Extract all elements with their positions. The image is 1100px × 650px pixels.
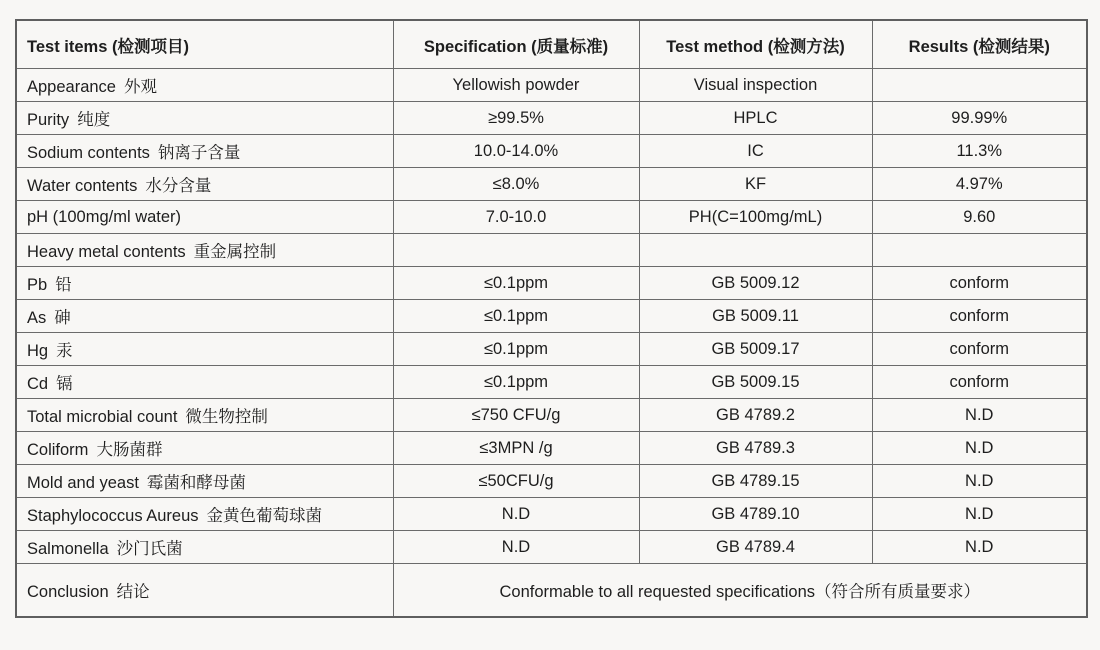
test-item-en: Cd xyxy=(27,375,49,393)
test-method-cell: GB 4789.10 xyxy=(639,498,872,531)
conclusion-label-en: Conclusion xyxy=(27,583,109,601)
specification-cell: ≤750 CFU/g xyxy=(393,399,639,432)
test-method-cell: GB 5009.12 xyxy=(639,267,872,300)
test-item-cell xyxy=(16,201,393,234)
conclusion-label-zh: 结论 xyxy=(116,583,150,601)
test-results-table xyxy=(15,19,1088,618)
header-test-items: Test items (检测项目) xyxy=(16,20,393,69)
specification-cell: ≤3MPN /g xyxy=(393,432,639,465)
table-row xyxy=(16,69,1087,102)
test-item-zh: 大肠菌群 xyxy=(96,441,163,459)
test-method-cell: GB 5009.11 xyxy=(639,300,872,333)
result-cell xyxy=(872,234,1087,267)
test-item-en: Staphylococcus Aureus xyxy=(27,507,199,525)
table-row xyxy=(16,300,1087,333)
specification-cell: ≤8.0% xyxy=(393,168,639,201)
test-item-cell xyxy=(16,135,393,168)
test-item-zh: 镉 xyxy=(56,375,73,393)
conclusion-row xyxy=(16,564,1087,618)
table-row xyxy=(16,531,1087,564)
header-results: Results (检测结果) xyxy=(872,20,1087,69)
test-item-cell xyxy=(16,102,393,135)
table-row xyxy=(16,135,1087,168)
test-method-cell: GB 5009.17 xyxy=(639,333,872,366)
test-item-zh: 纯度 xyxy=(77,111,111,129)
specification-cell: ≤50CFU/g xyxy=(393,465,639,498)
result-cell: conform xyxy=(872,267,1087,300)
test-item-zh: 钠离子含量 xyxy=(157,144,241,162)
header-specification: Specification (质量标准) xyxy=(393,20,639,69)
table-row xyxy=(16,234,1087,267)
test-item-cell xyxy=(16,366,393,399)
test-item-en: pH (100mg/ml water) xyxy=(27,207,182,226)
test-item-cell xyxy=(16,498,393,531)
test-method-cell: KF xyxy=(639,168,872,201)
test-item-cell xyxy=(16,399,393,432)
test-method-cell: GB 4789.3 xyxy=(639,432,872,465)
table-row xyxy=(16,267,1087,300)
specification-cell: ≤0.1ppm xyxy=(393,366,639,399)
result-cell: N.D xyxy=(872,498,1087,531)
test-item-en: As xyxy=(27,309,47,327)
conclusion-text: Conformable to all requested specifications（符合所有质量要求） xyxy=(393,564,1087,618)
test-item-en: Coliform xyxy=(27,441,89,459)
table-row xyxy=(16,168,1087,201)
test-method-cell: IC xyxy=(639,135,872,168)
specification-cell: ≥99.5% xyxy=(393,102,639,135)
specification-cell: 10.0-14.0% xyxy=(393,135,639,168)
table-row xyxy=(16,366,1087,399)
specification-cell: ≤0.1ppm xyxy=(393,333,639,366)
specification-cell xyxy=(393,234,639,267)
test-item-en: Appearance xyxy=(27,78,116,96)
test-item-cell xyxy=(16,69,393,102)
test-method-cell: GB 4789.2 xyxy=(639,399,872,432)
test-item-zh: 铅 xyxy=(55,276,72,294)
test-item-zh: 重金属控制 xyxy=(193,243,277,261)
result-cell: conform xyxy=(872,300,1087,333)
test-item-zh: 汞 xyxy=(56,342,73,360)
test-item-en: Hg xyxy=(27,342,49,360)
table-row xyxy=(16,465,1087,498)
test-item-en: Water contents xyxy=(27,177,138,195)
test-method-cell: PH(C=100mg/mL) xyxy=(639,201,872,234)
test-item-en: Purity xyxy=(27,111,70,129)
result-cell: conform xyxy=(872,366,1087,399)
test-item-en: Pb xyxy=(27,276,48,294)
test-item-zh: 微生物控制 xyxy=(185,408,268,426)
specification-cell: N.D xyxy=(393,531,639,564)
specification-cell: ≤0.1ppm xyxy=(393,267,639,300)
table-row xyxy=(16,333,1087,366)
test-item-en: Sodium contents xyxy=(27,144,150,162)
test-item-cell xyxy=(16,168,393,201)
test-item-zh: 霉菌和酵母菌 xyxy=(146,474,246,492)
result-cell: 99.99% xyxy=(872,102,1087,135)
specification-cell: Yellowish powder xyxy=(393,69,639,102)
test-item-zh: 水分含量 xyxy=(145,177,212,195)
test-item-cell xyxy=(16,267,393,300)
result-cell: N.D xyxy=(872,465,1087,498)
result-cell: 9.60 xyxy=(872,201,1087,234)
result-cell xyxy=(872,69,1087,102)
specification-cell: N.D xyxy=(393,498,639,531)
test-item-en: Salmonella xyxy=(27,540,109,558)
test-item-zh: 沙门氏菌 xyxy=(116,540,183,558)
test-item-zh: 外观 xyxy=(124,78,157,96)
table-row xyxy=(16,432,1087,465)
result-cell: 4.97% xyxy=(872,168,1087,201)
result-cell: 11.3% xyxy=(872,135,1087,168)
test-method-cell: GB 4789.15 xyxy=(639,465,872,498)
test-item-en: Mold and yeast xyxy=(27,474,139,492)
test-method-cell: HPLC xyxy=(639,102,872,135)
test-item-cell xyxy=(16,234,393,267)
table-header-row xyxy=(16,20,1087,69)
table-row xyxy=(16,201,1087,234)
conclusion-label xyxy=(16,564,393,618)
test-item-en: Total microbial count xyxy=(27,408,178,426)
result-cell: N.D xyxy=(872,432,1087,465)
test-method-cell: GB 4789.4 xyxy=(639,531,872,564)
test-method-cell: Visual inspection xyxy=(639,69,872,102)
test-item-cell xyxy=(16,465,393,498)
result-cell: conform xyxy=(872,333,1087,366)
table-row xyxy=(16,399,1087,432)
result-cell: N.D xyxy=(872,399,1087,432)
test-item-zh: 金黄色葡萄球菌 xyxy=(206,507,323,525)
table-row xyxy=(16,102,1087,135)
test-item-zh: 砷 xyxy=(54,309,71,327)
test-item-cell xyxy=(16,300,393,333)
test-method-cell: GB 5009.15 xyxy=(639,366,872,399)
result-cell: N.D xyxy=(872,531,1087,564)
table-row xyxy=(16,498,1087,531)
test-item-cell xyxy=(16,531,393,564)
test-item-en: Heavy metal contents xyxy=(27,243,186,261)
test-item-cell xyxy=(16,333,393,366)
specification-cell: 7.0-10.0 xyxy=(393,201,639,234)
specification-cell: ≤0.1ppm xyxy=(393,300,639,333)
header-test-method: Test method (检测方法) xyxy=(639,20,872,69)
test-item-cell xyxy=(16,432,393,465)
test-method-cell xyxy=(639,234,872,267)
